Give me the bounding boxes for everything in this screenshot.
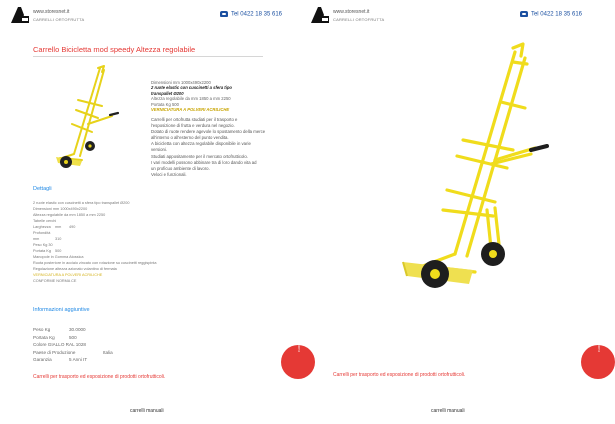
product-description	[151, 117, 291, 178]
site-url[interactable]: www.storesnet.it	[33, 9, 70, 15]
detail-value: 310	[55, 237, 62, 241]
phone-text: Tel 0422 18 35 616	[530, 11, 582, 18]
info-key: Peso Kg	[33, 327, 51, 332]
site-url[interactable]: www.storesnet.it	[333, 9, 370, 15]
page-header	[0, 4, 300, 28]
detail-line	[33, 230, 263, 242]
additional-info	[33, 326, 113, 364]
detail-line: Peso Kg 30	[33, 243, 53, 247]
footnote: Carrelli per trasporto ed esposizione di prodotti ortofrutticoli.	[333, 372, 466, 378]
spec-height: Altezza regolabile da mm 1850 a mm 2250	[151, 96, 231, 102]
product-title: Carrello Bicicletta mod speedy Altezza regolabile	[33, 45, 196, 54]
detail-line: VERNICIATURA A POLVERI ACRILICHE	[33, 273, 103, 277]
info-key: Garanzia	[33, 357, 52, 363]
detail-line: CONFORME NORMA CE	[33, 279, 77, 283]
info-row	[33, 356, 113, 364]
product-specs	[151, 80, 291, 112]
page-header	[300, 4, 600, 28]
detail-line: 2 ruote elastic con cuscinetti a sfera tipo transpallet Ø200	[33, 201, 130, 205]
desc-line: un proficuo ambiente di lavoro.	[151, 165, 210, 171]
info-row: Colore GIALLO RAL 1028	[33, 342, 86, 348]
page-footer: carrelli manuali	[130, 408, 164, 414]
spec-dimensions: Dimensioni mm 1000x490x2200	[151, 80, 211, 85]
right-page	[300, 0, 600, 424]
detail-key: Larghezza	[33, 225, 51, 229]
info-heading: Informazioni aggiuntive	[33, 307, 90, 313]
detail-unit: mm	[55, 225, 62, 229]
detail-line: Tabelle cerchi	[33, 219, 57, 223]
stores-logo-icon	[10, 6, 30, 24]
details-list	[33, 200, 263, 284]
category-badge	[581, 316, 615, 379]
spec-capacity: Portata Kg 500	[151, 101, 179, 107]
footnote: Carrelli per trasporto ed esposizione di prodotti ortofrutticoli.	[33, 374, 166, 380]
info-key: Portata Kg	[33, 334, 55, 340]
info-row	[33, 326, 113, 334]
phone-icon	[220, 11, 228, 17]
detail-key: Portata Kg	[33, 249, 51, 253]
spec-finish: VERNICIATURA A POLVERI ACRILICHE	[151, 107, 230, 113]
detail-line: Altezza regolabile da mm 1850 a mm 2250	[33, 213, 106, 217]
desc-line: versioni.	[151, 147, 168, 153]
phone-number[interactable]	[220, 11, 282, 18]
detail-line: Dimensioni mm 1000x490x2200	[33, 207, 88, 211]
category-badge	[281, 316, 315, 379]
detail-value: 490	[69, 225, 76, 229]
desc-line: l'esposizione di frutta e verdura nel negozio.	[151, 123, 235, 129]
title-divider	[33, 56, 263, 57]
detail-key: Profondità mm	[33, 231, 51, 241]
info-value: 500	[69, 334, 77, 340]
phone-number[interactable]	[520, 11, 582, 18]
page-footer: carrelli manuali	[431, 408, 465, 414]
desc-line: I vari modelli possono abbinare tra di loro dando vita ad	[151, 159, 257, 165]
details-heading: Dettagli	[33, 186, 52, 192]
site-subtitle: CARRELLI ORTOFRUTTA	[333, 17, 385, 22]
desc-line: Dotato di ruote rendere agevole lo spostamento della merce	[151, 129, 266, 135]
left-page	[0, 0, 300, 424]
desc-line: Studiati appositamente per il mercato ortofrutticolo.	[151, 153, 248, 159]
detail-line: Ruota posteriore in acciaio zincato con rotazione su cuscinetti reggispinta	[33, 261, 157, 265]
badge-label: CARRELLI ORTOFRUTTA	[597, 316, 601, 352]
spec-wheel-size: transpallet Ø200	[151, 90, 184, 96]
info-row	[33, 349, 113, 357]
info-key: Paese di Produzione	[33, 349, 76, 355]
product-image-small	[52, 62, 122, 170]
desc-line: Carrelli per ortofrutta studiati per il trasporto e	[151, 117, 238, 122]
info-value: Italia	[103, 349, 113, 355]
desc-line: A bicicletta con altezza regolabile disponibile in varie	[151, 141, 251, 147]
desc-line: Veloci e funzionali.	[151, 171, 187, 177]
site-subtitle: CARRELLI ORTOFRUTTA	[33, 17, 85, 22]
spec-wheels: 2 ruote elastic con cuscinetti a sfera tipo	[151, 85, 232, 91]
desc-line: all'interno o all'esterno del punto vendita.	[151, 135, 229, 141]
info-value: 5 Anni IT	[69, 357, 88, 363]
phone-text: Tel 0422 18 35 616	[230, 11, 282, 18]
stores-logo-icon	[310, 6, 330, 24]
product-image-large	[395, 40, 565, 295]
badge-label: CARRELLI ORTOFRUTTA	[297, 316, 301, 352]
detail-line: Manopole in Gomma Atossica	[33, 255, 84, 259]
detail-line: Regolazione altezza azionato volantino di fermata	[33, 267, 117, 271]
detail-value: 500	[55, 249, 62, 253]
info-row	[33, 334, 113, 342]
phone-icon	[520, 11, 528, 17]
info-value: 30.0000	[69, 327, 86, 332]
